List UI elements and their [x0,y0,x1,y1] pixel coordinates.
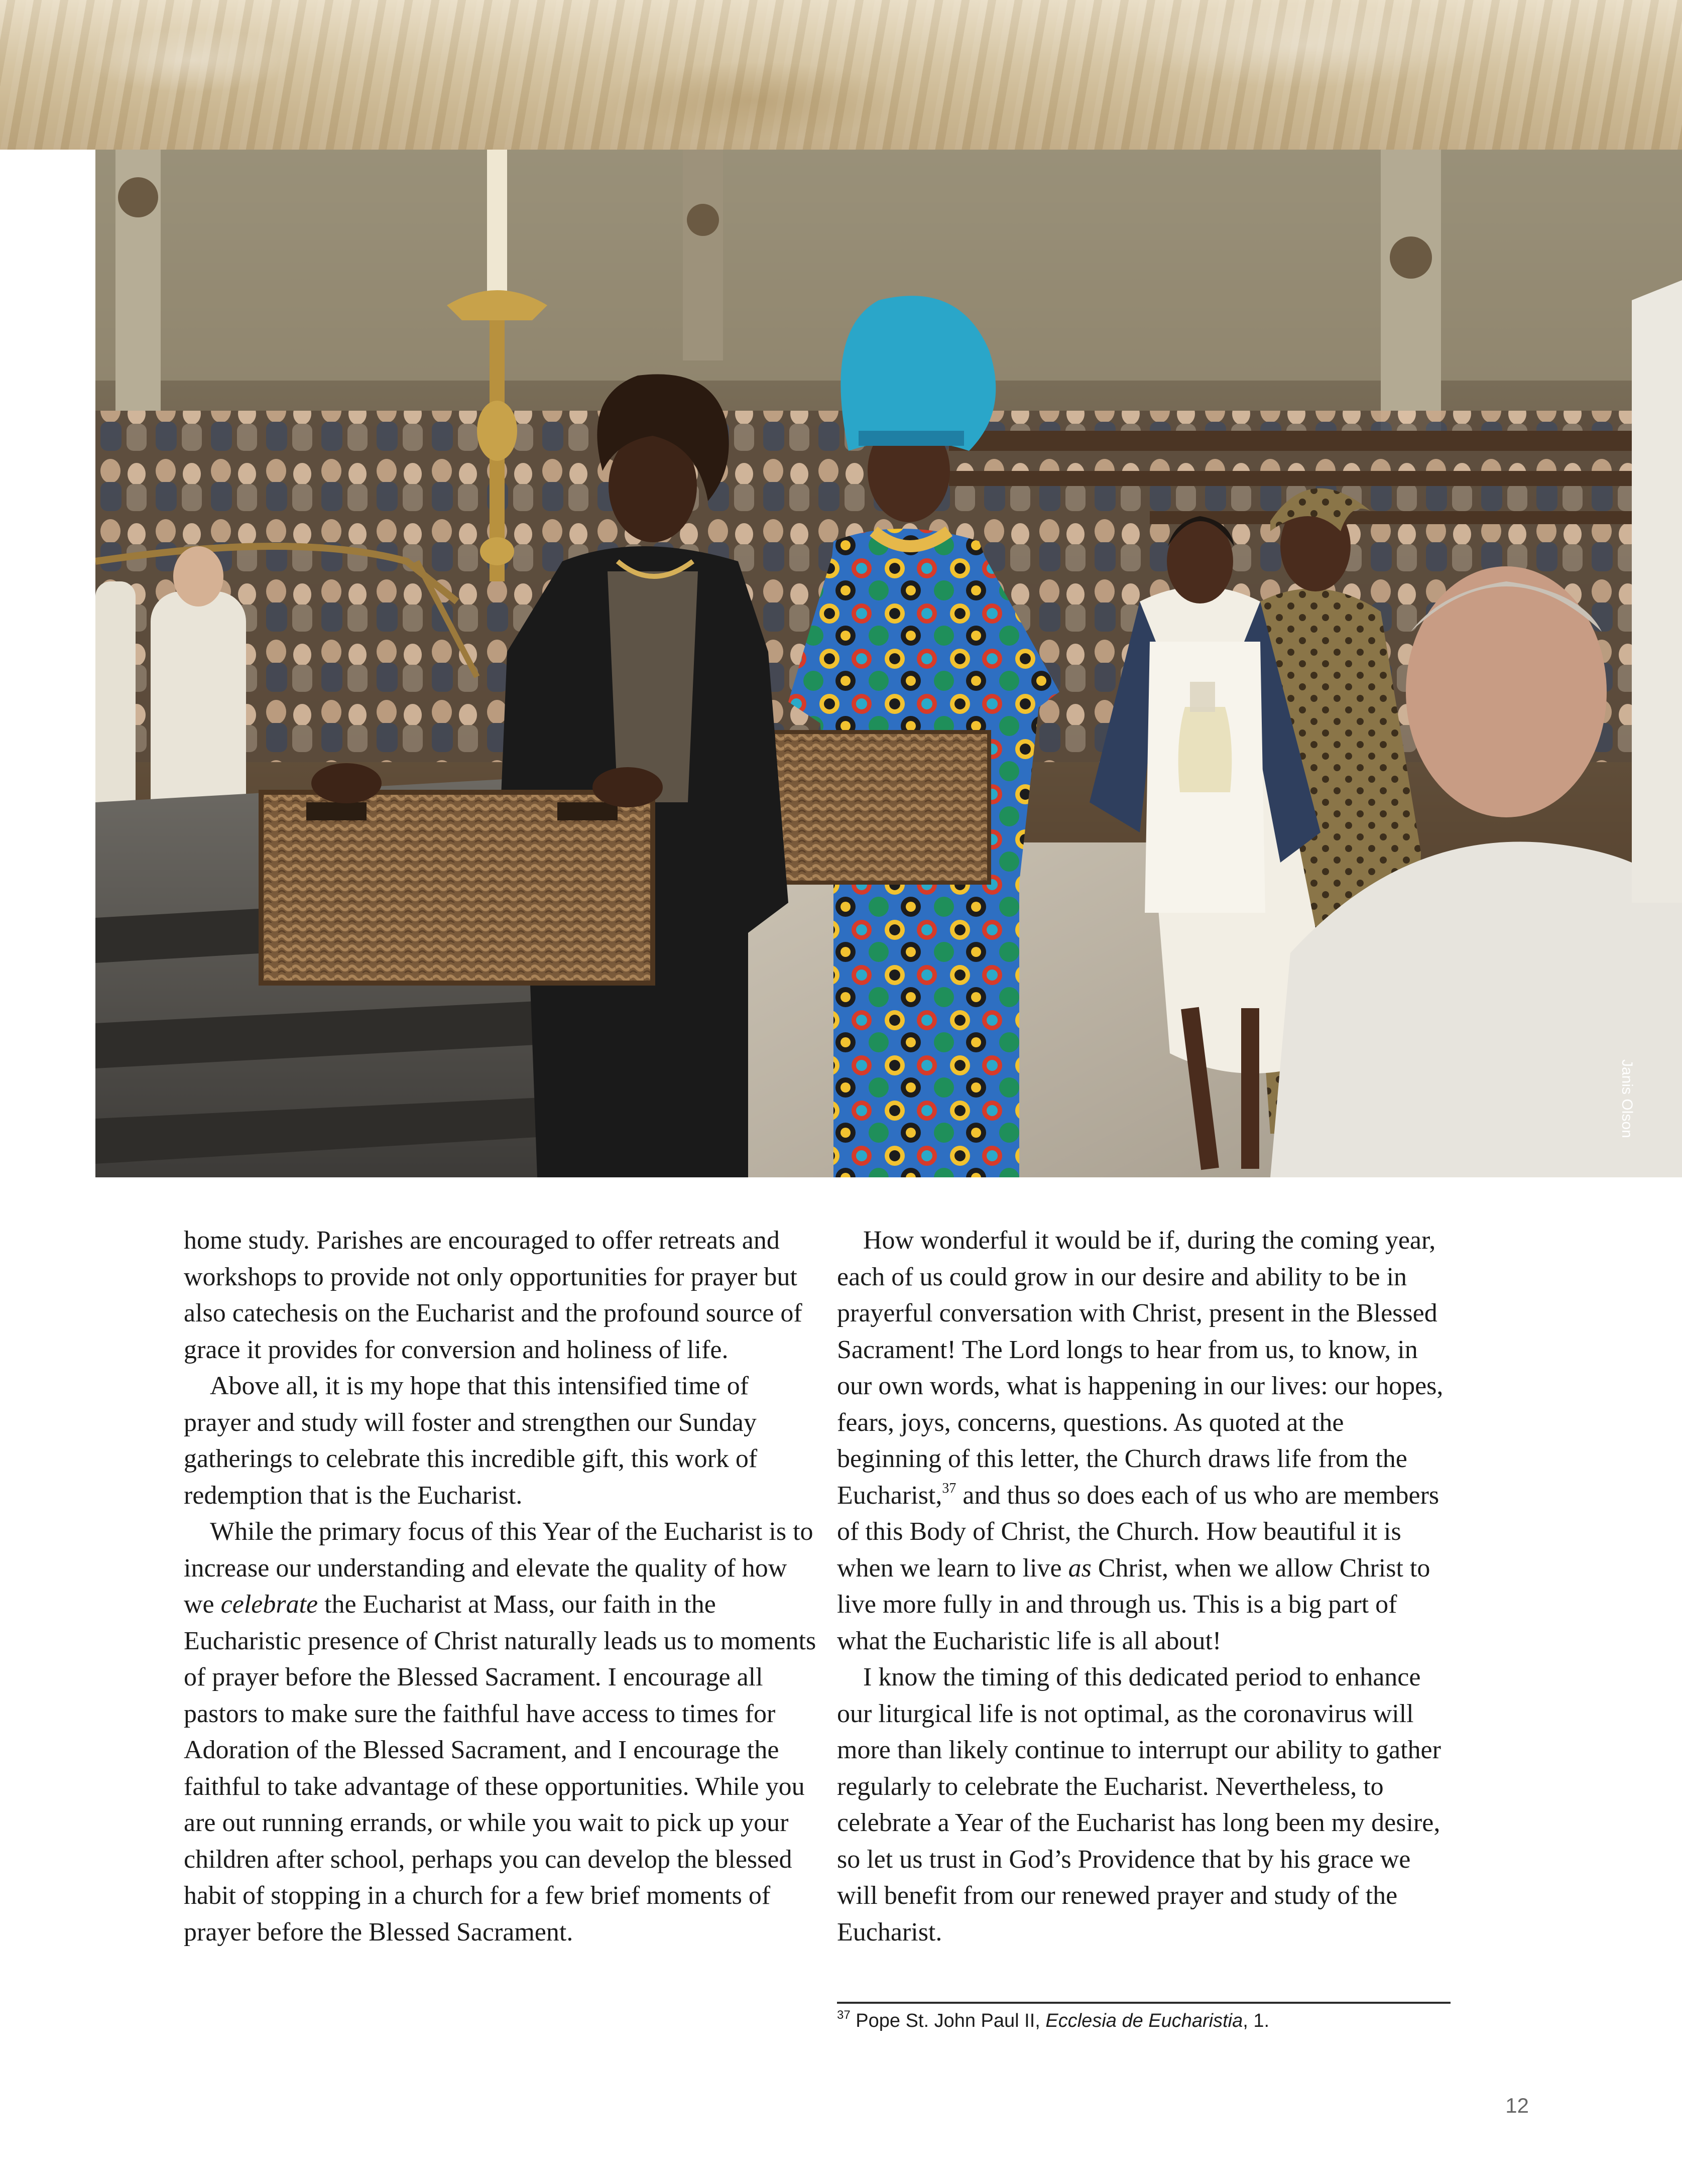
footnote [837,2008,1452,2033]
procession-photo [95,150,1682,1177]
paragraph-text: the Eucharist at Mass, our faith in the Eucharistic presence of Christ naturally leads us to moments of prayer before the Blessed Sacrament. I encourage all pastors to make sure the faithful have access to times for Adoration of the Blessed Sacrament, and I encourage the faithful to take advantage of these opportunities. While you are out running errands, or while you wait to pick up your children after school, perhaps you can develop the blessed habit of stopping in a church for a few brief moments of prayer before the Blessed Sacrament. [184,1590,816,1947]
photo-credit: Janis Olson [1619,1059,1635,1138]
paragraph: home study. Parishes are encouraged to offer retreats and workshops to provide not only opportunities for prayer but also catechesis on the Eucharist and the profound source of grace it provides for conversion and holiness of life. [184,1226,802,1364]
gold-leaf-header-band [0,0,1682,150]
footnote-divider [837,2002,1451,2004]
footnote-reference[interactable]: 37 [942,1480,956,1496]
paragraph [184,1514,816,1951]
paragraph: I know the timing of this dedicated period to enhance our liturgical life is not optimal, as the coronavirus will more than likely continue to interrupt our ability to gather regularly to celebrate the Eucharist. Nevertheless, to celebrate a Year of the Eucharist has long been my desire, so let us trust in God’s Providence that by his grace we will benefit from our renewed prayer and study of the Eucharist. [837,1663,1441,1947]
footnote-title: Ecclesia de Eucharistia [1045,2010,1243,2031]
text-column-right [837,1223,1452,1951]
text-column-left [184,1223,816,1951]
paragraph-text: While the primary focus of this Year of the Eucharist is to increase our understanding and elevate the quality of how we [184,1517,813,1619]
paragraph-text: Christ, when we allow Christ to live more fully in and through us. This is a big part of what the Eucharistic life is all about! [837,1553,1430,1655]
footnote-number: 37 [837,2008,851,2022]
paragraph [837,1223,1452,1659]
emphasis-text: as [1068,1553,1092,1583]
page-number: 12 [1505,2094,1529,2117]
footnote-text: , 1. [1243,2010,1270,2031]
paragraph-text: How wonderful it would be if, during the coming year, each of us could grow in our desire and ability to be in prayerful conversation with Christ, present in the Blessed Sacrament! The Lord longs to hear from us, to know, in our own words, what is happening in our lives: our hopes, fears, joys, concerns, questions. As quoted at the beginning of this letter, the Church draws life from the Eucharist, [837,1226,1444,1510]
footnote-text: Pope St. John Paul II, [850,2010,1046,2031]
emphasis-text: celebrate [220,1590,318,1619]
paragraph: Above all, it is my hope that this intensified time of prayer and study will foster and strengthen our Sunday gatherings to celebrate this incredible gift, this work of redemption that is the Eucharist. [184,1372,758,1510]
paragraph-text: and thus so does each of us who are members of this Body of Christ, the Church. How beautiful it is when we learn to live [837,1481,1439,1583]
